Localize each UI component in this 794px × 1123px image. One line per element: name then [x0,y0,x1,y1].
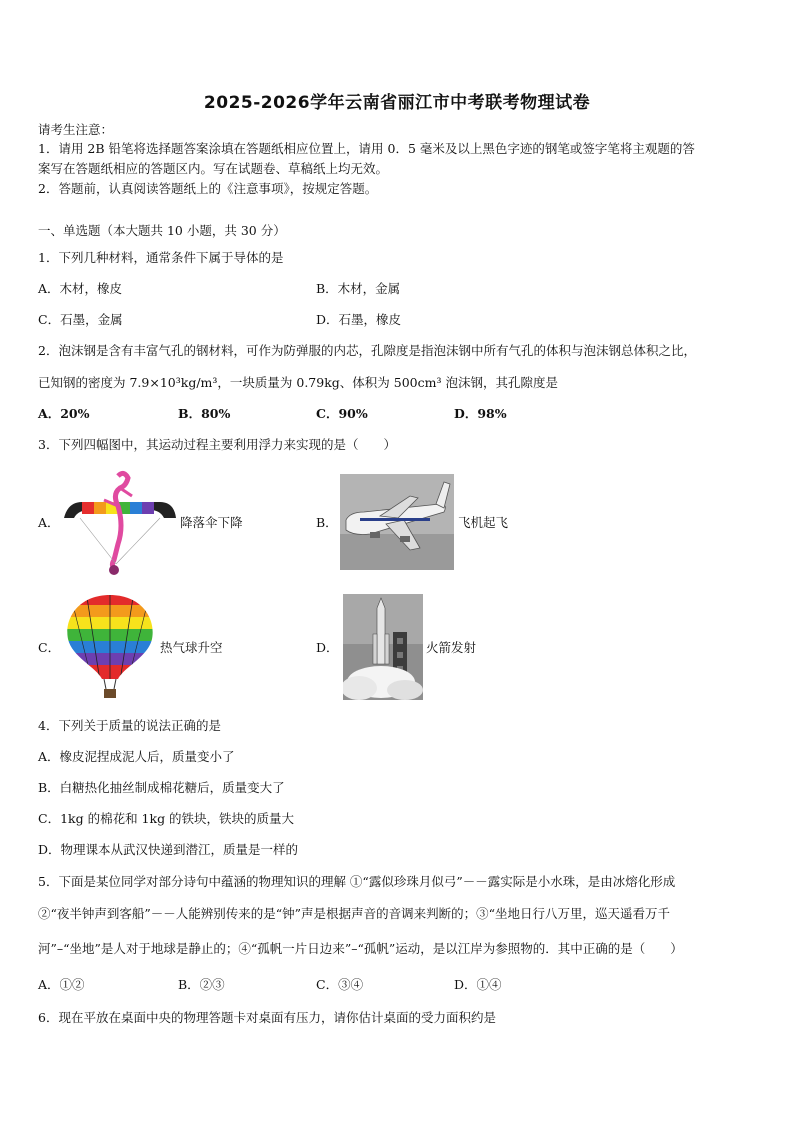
question-3-option-d-text: 火箭发射 [426,640,477,655]
question-1-stem: 1．下列几种材料，通常条件下属于导体的是 [38,250,284,265]
question-1-option-a: A．木材，橡皮 [38,281,123,296]
notice-heading: 请考生注意： [38,122,114,137]
question-5-option-d: D．①④ [454,977,502,992]
parachute-image [60,466,178,578]
question-4-stem: 4．下列关于质量的说法正确的是 [38,718,221,733]
question-2-line-2: 已知钢的密度为 7.9×10³kg/m³，一块质量为 0.79kg、体积为 500cm³ 泡沫钢，其孔隙度是 [38,375,558,390]
question-3-option-c-text: 热气球升空 [160,640,223,655]
notice-item-1-line-1: 1．请用 2B 铅笔将选择题答案涂填在答题纸相应位置上，请用 0．5 毫米及以上黑色字迹的钢笔或签字笔将主观题的答 [38,141,695,156]
question-5-option-c: C．③④ [316,977,364,992]
question-5-line-3: 河”–“坐地”是人对于地球是静止的；④“孤帆一片日边来”–“孤帆”运动，是以江岸为参照物的．其中正确的是（ ） [38,941,683,956]
question-3-option-d-letter: D． [316,640,339,655]
question-2-option-d: D．98% [454,406,507,421]
question-1-option-d: D．石墨，橡皮 [316,312,402,327]
question-6-stem: 6．现在平放在桌面中央的物理答题卡对桌面有压力，请你估计桌面的受力面积约是 [38,1010,496,1025]
airplane-image [340,474,454,570]
page-title: 2025-2026学年云南省丽江市中考联考物理试卷 [203,93,591,113]
question-3-option-b-letter: B． [316,515,338,530]
rocket-launch-image [343,594,423,700]
question-3-option-b-text: 飞机起飞 [458,515,509,530]
question-5-line-1: 5．下面是某位同学对部分诗句中蕴涵的物理知识的理解 ①“露似珍珠月似弓”－－露实际是小水珠，是由冰熔化形成 [38,874,676,889]
question-5-option-a: A．①② [38,977,85,992]
question-1-option-c: C．石墨，金属 [38,312,123,327]
hot-air-balloon-image [62,591,158,701]
question-2-option-b: B．80% [178,406,231,421]
question-4-option-b: B．白糖热化抽丝制成棉花糖后，质量变大了 [38,780,285,795]
question-3-option-a-text: 降落伞下降 [180,515,243,530]
question-1-option-b: B．木材，金属 [316,281,401,296]
question-3-option-a-letter: A． [38,515,60,530]
question-2-option-a: A．20% [38,406,90,421]
question-5-line-2: ②“夜半钟声到客船”－－人能辨别传来的是“钟”声是根据声音的音调来判断的；③“坐地日行八万里，巡天遥看万千 [38,906,670,921]
question-3-stem: 3．下列四幅图中，其运动过程主要利用浮力来实现的是（ ） [38,437,396,452]
notice-item-1-line-2: 案写在答题纸相应的答题区内。写在试题卷、草稿纸上均无效。 [38,161,389,176]
question-5-option-b: B．②③ [178,977,225,992]
question-4-option-d: D．物理课本从武汉快递到潜江，质量是一样的 [38,842,299,857]
notice-item-2: 2．答题前，认真阅读答题纸上的《注意事项》，按规定答题。 [38,181,378,196]
question-2-line-1: 2．泡沫钢是含有丰富气孔的钢材料，可作为防弹服的内芯，孔隙度是指泡沫钢中所有气孔的体积与泡沫钢总体积之比， [38,343,696,358]
question-4-option-a: A．橡皮泥捏成泥人后，质量变小了 [38,749,235,764]
section-heading: 一、单选题（本大题共 10 小题，共 30 分） [38,223,286,238]
question-2-option-c: C．90% [316,406,368,421]
question-3-option-c-letter: C． [38,640,61,655]
question-4-option-c: C．1kg 的棉花和 1kg 的铁块，铁块的质量大 [38,811,295,826]
